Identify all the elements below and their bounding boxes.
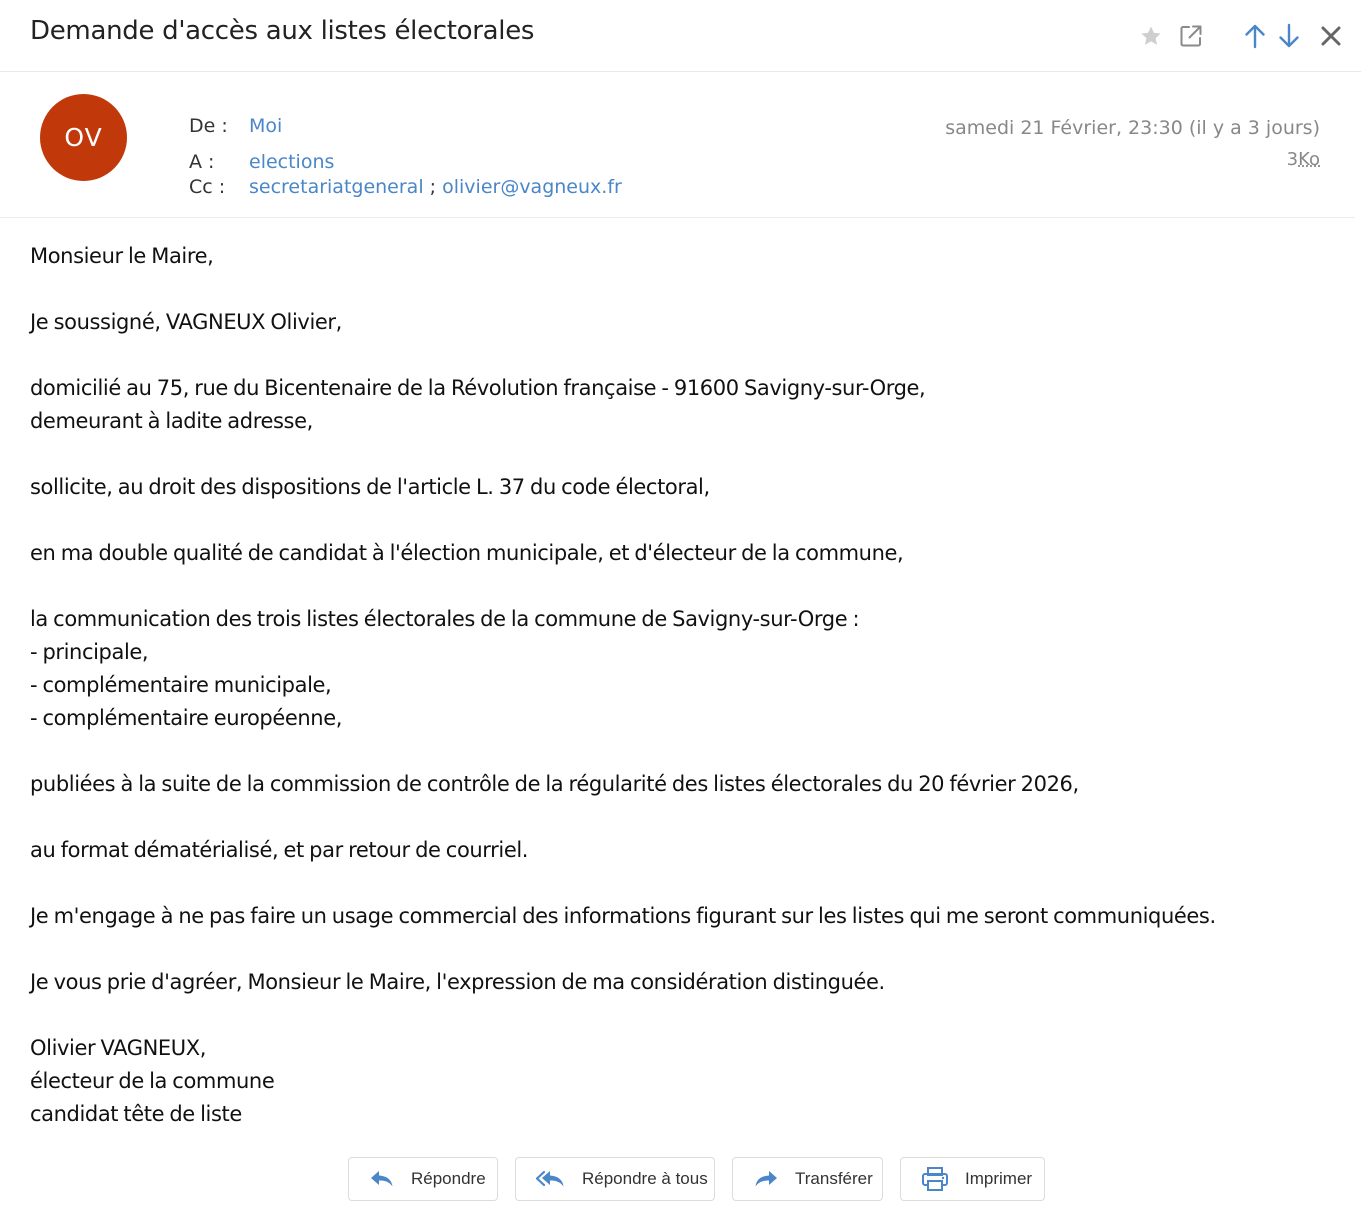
forward-button[interactable] (732, 1157, 883, 1201)
body-line: électeur de la commune (30, 1069, 275, 1093)
to-row (189, 151, 334, 173)
close-icon[interactable] (1317, 22, 1345, 50)
print-button[interactable] (900, 1157, 1045, 1201)
paragraph-lists (30, 603, 1350, 735)
body-line: Monsieur le Maire, (30, 244, 214, 268)
body-line: Je soussigné, VAGNEUX Olivier, (30, 310, 342, 334)
reply-all-button[interactable] (515, 1157, 715, 1201)
cc-separator: ; (429, 176, 437, 198)
paragraph-closing (30, 966, 1350, 999)
body-line: - complémentaire municipale, (30, 673, 332, 697)
paragraph-address (30, 372, 1350, 438)
message-meta (0, 72, 1355, 218)
body-line: domicilié au 75, rue du Bicentenaire de la Révolution française - 91600 Savigny-sur-Orge, (30, 376, 926, 400)
message-actions (348, 1157, 1045, 1201)
message-body (30, 240, 1350, 1131)
paragraph-format (30, 834, 1350, 867)
body-line: au format dématérialisé, et par retour de courriel. (30, 838, 529, 862)
paragraph-quality (30, 537, 1350, 570)
message-subject: Demande d'accès aux listes électorales (30, 16, 535, 46)
reply-all-label: Répondre à tous (582, 1169, 708, 1188)
cc-label: Cc : (189, 176, 226, 198)
message-date: samedi 21 Février, 23:30 (il y a 3 jours) (945, 117, 1320, 139)
size-unit: Ko (1298, 149, 1320, 170)
paragraph-greeting (30, 240, 1350, 273)
body-line: la communication des trois listes électorales de la commune de Savigny-sur-Orge : (30, 607, 860, 631)
printer-icon (921, 1166, 949, 1192)
to-label: A : (189, 151, 215, 173)
reply-label: Répondre (411, 1169, 486, 1188)
cc-value-1[interactable]: secretariatgeneral (249, 176, 424, 198)
paragraph-signature (30, 1032, 1350, 1131)
forward-icon (753, 1169, 779, 1189)
external-link-icon[interactable] (1177, 22, 1205, 50)
reply-button[interactable] (348, 1157, 498, 1201)
body-line: demeurant à ladite adresse, (30, 409, 313, 433)
body-line: Je m'engage à ne pas faire un usage commercial des informations figurant sur les listes qui me seront communiquées. (30, 904, 1216, 928)
body-line: candidat tête de liste (30, 1102, 242, 1126)
body-line: publiées à la suite de la commission de contrôle de la régularité des listes électorales du 20 février 2026, (30, 772, 1079, 796)
message-header (0, 0, 1361, 72)
arrow-up-icon[interactable] (1241, 22, 1269, 50)
body-line: - principale, (30, 640, 149, 664)
body-line: sollicite, au droit des dispositions de l'article L. 37 du code électoral, (30, 475, 710, 499)
to-value[interactable]: elections (249, 151, 335, 173)
paragraph-commitment (30, 900, 1350, 933)
body-line: - complémentaire européenne, (30, 706, 343, 730)
header-actions (1137, 22, 1345, 50)
size-number: 3 (1286, 149, 1299, 170)
body-line: Olivier VAGNEUX, (30, 1036, 206, 1060)
cc-row (189, 176, 622, 198)
print-label: Imprimer (965, 1169, 1033, 1188)
message-size (1287, 149, 1320, 170)
paragraph-published (30, 768, 1350, 801)
body-line: Je vous prie d'agréer, Monsieur le Maire, l'expression de ma considération distinguée. (30, 970, 885, 994)
avatar: OV (40, 94, 127, 181)
paragraph-identity (30, 306, 1350, 339)
paragraph-request (30, 471, 1350, 504)
forward-label: Transférer (795, 1169, 873, 1188)
body-line: en ma double qualité de candidat à l'élection municipale, et d'électeur de la commune, (30, 541, 904, 565)
from-label: De : (189, 115, 228, 137)
from-value[interactable]: Moi (249, 115, 283, 137)
star-icon[interactable] (1137, 22, 1165, 50)
cc-value-2[interactable]: olivier@vagneux.fr (442, 176, 622, 198)
arrow-down-icon[interactable] (1275, 22, 1303, 50)
reply-all-icon (536, 1169, 566, 1189)
from-row (189, 115, 282, 137)
reply-icon (369, 1169, 395, 1189)
